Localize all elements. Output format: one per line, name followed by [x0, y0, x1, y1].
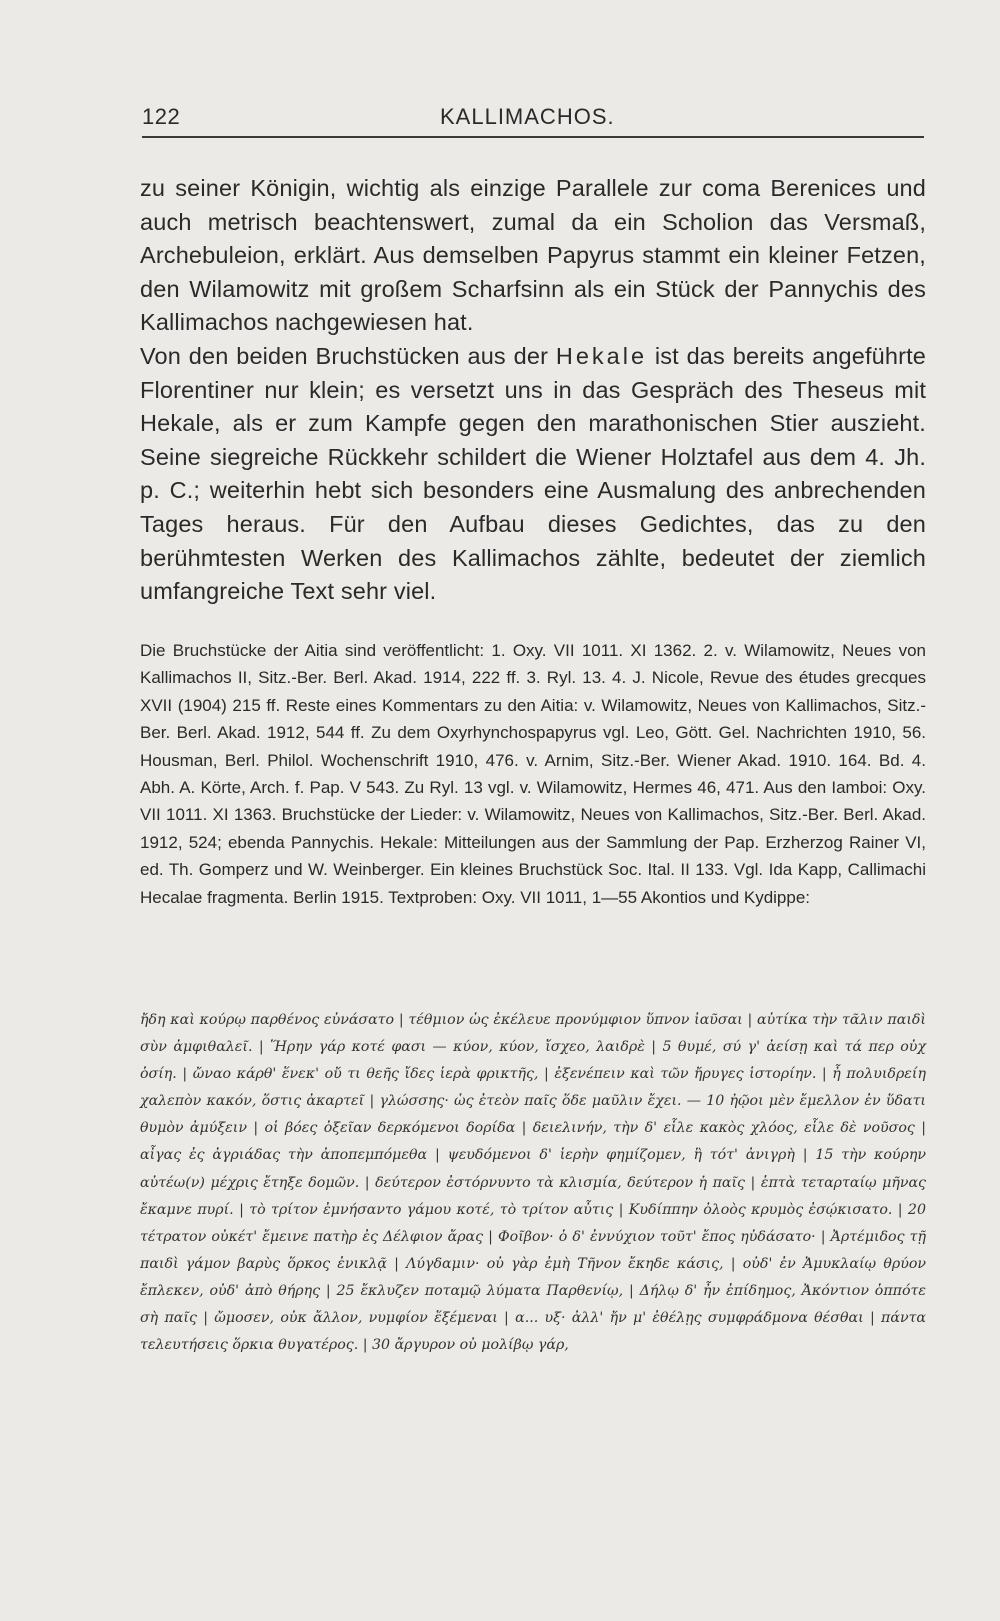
running-title: KALLIMACHOS.: [440, 104, 615, 129]
main-text: [140, 172, 926, 609]
greek-text-sample: [140, 1007, 926, 1359]
page-header: [142, 104, 924, 138]
header-rule: [142, 136, 924, 138]
paragraph-2: [140, 340, 926, 609]
greek-text: ἤδη καὶ κούρῳ παρθένος εὐνάσατο | τέθμιον ὡς ἐκέλευε προνύμφιον ὕπνον ἰαῦσαι | αὐτίκα τὴν τᾶλιν παιδὶ σὺν ἀμφιθαλεῖ. | Ἥρην γάρ κοτέ φασι — κύον, κύον, ἴσχεο, λαιδρὲ | 5 θυμέ, σύ γ' ἀείσῃ καὶ τά περ οὐχ ὁσίη. | ὤναο κάρθ' ἕνεκ' οὔ τι θεῆς ἴδες ἱερὰ φρικτῆς, | ἐξενέπειν καὶ τῶν ἤρυγες ἱστορίην. | ἦ πολυιδρείη χαλεπὸν κακόν, ὅστις ἀκαρτεῖ | γλώσσης· ὡς ἐτεὸν παῖς ὅδε μαῦλιν ἔχει. — 10 ἠῷοι μὲν ἔμελλον ἐν ὕδατι θυμὸν ἀμύξειν | οἱ βόες ὀξεῖαν δερκόμενοι δορίδα | δειελινήν, τὴν δ' εἷλε κακὸς χλόος, εἷλε δὲ νοῦσος | αἶγας ἐς ἀγριάδας τὴν ἀποπεμπόμεθα | ψευδόμενοι δ' ἱερὴν φημίζομεν, ἣ τότ' ἀνιγρὴ | 15 τὴν κούρην αὐτέω(ν) μέχρις ἔτηξε δομῶν. | δεύτερον ἐστόρνυντο τὰ κλισμία, δεύτερον ἡ παῖς | ἑπτὰ τεταρταίῳ μῆνας ἔκαμνε πυρί. | τὸ τρίτον ἐμνήσαντο γάμου κοτέ, τὸ τρίτον αὖτις | Κυδίππην ὀλοὸς κρυμὸς ἐσῴκισατο. | 20 τέτρατον οὐκέτ' ἔμεινε πατὴρ ἐς Δέλφιον ἄρας | Φοῖβον· ὁ δ' ἐννύχιον τοῦτ' ἔπος ηὐδάσατο· | Ἀρτέμιδος τῇ παιδὶ γάμον βαρὺς ὅρκος ἐνικλᾷ | Λύγδαμιν· οὐ γὰρ ἐμὴ Τῆνον ἔκηδε κάσις, | οὐδ' ἐν Ἀμυκλαίῳ θρύον ἔπλεκεν, οὐδ' ἀπὸ θήρης | 25 ἔκλυζεν ποταμῷ λύματα Παρθενίῳ, | Δήλῳ δ' ἦν ἐπίδημος, Ἀκόντιον ὁππότε σὴ παῖς | ὤμοσεν, οὐκ ἄλλον, νυμφίον ἕξέμεναι | α... υξ· ἀλλ' ἤν μ' ἐθέλῃς συμφράδμονα θέσθαι | πάντα τελευτήσεις ὅρκια θυγατέρος. | 30 ἄργυρον οὐ μολίβῳ γάρ,: [140, 1012, 926, 1354]
paragraph-2-after: ist das bereits angeführte Florentiner nur klein; es versetzt uns in das Gespräch des Theseus mit Hekale, als er zum Kampfe gegen den marathonischen Stier auszieht. Seine siegreiche Rückkehr schildert die Wiener Holztafel aus dem 4. Jh. p. C.; weiterhin hebt sich besonders eine Ausmalung des anbrechenden Tages heraus. Für den Aufbau dieses Gedichtes, das zu den berühmtesten Werken des Kallimachos zählte, bedeutet der ziemlich umfangreiche Text sehr viel.: [140, 342, 926, 605]
bibliography-notes: [140, 637, 926, 911]
paragraph-1: zu seiner Königin, wichtig als einzige Parallele zur coma Berenices und auch metrisch beachtenswert, zumal da ein Scholion das Versmaß, Archebuleion, erklärt. Aus demselben Papyrus stammt ein kleiner Fetzen, den Wilamowitz mit großem Scharfsinn als ein Stück der Pannychis des Kallimachos nachgewiesen hat.: [140, 175, 926, 336]
hekale-spaced: Hekale: [555, 342, 648, 369]
paragraph-2-before: Von den beiden Bruchstücken aus der: [140, 342, 549, 369]
notes-text: Die Bruchstücke der Aitia sind veröffentlicht: 1. Oxy. VII 1011. XI 1362. 2. v. Wilamowitz, Neues von Kallimachos II, Sitz.-Ber. Berl. Akad. 1914, 222 ff. 3. Ryl. 13. 4. J. Nicole, Revue des études grecques XVII (1904) 215 ff. Reste eines Kommentars zu den Aitia: v. Wilamowitz, Neues von Kallimachos, Sitz.-Ber. Berl. Akad. 1912, 544 ff. Zu dem Oxyrhynchospapyrus vgl. Leo, Gött. Gel. Nachrichten 1910, 56. Housman, Berl. Philol. Wochenschrift 1910, 476. v. Arnim, Sitz.-Ber. Wiener Akad. 1910. 164. Bd. 4. Abh. A. Körte, Arch. f. Pap. V 543. Zu Ryl. 13 vgl. v. Wilamowitz, Hermes 46, 471. Aus den Iamboi: Oxy. VII 1011. XI 1363. Bruchstücke der Lieder: v. Wilamowitz, Neues von Kallimachos, Sitz.-Ber. Berl. Akad. 1912, 524; ebenda Pannychis. Hekale: Mitteilungen aus der Sammlung der Pap. Erzherzog Rainer VI, ed. Th. Gomperz und W. Weinberger. Ein kleines Bruchstück Soc. Ital. II 133. Vgl. Ida Kapp, Callimachi Hecalae fragmenta. Berlin 1915. Textproben: Oxy. VII 1011, 1—55 Akontios und Kydippe:: [140, 641, 926, 907]
page-number: 122: [142, 104, 181, 129]
